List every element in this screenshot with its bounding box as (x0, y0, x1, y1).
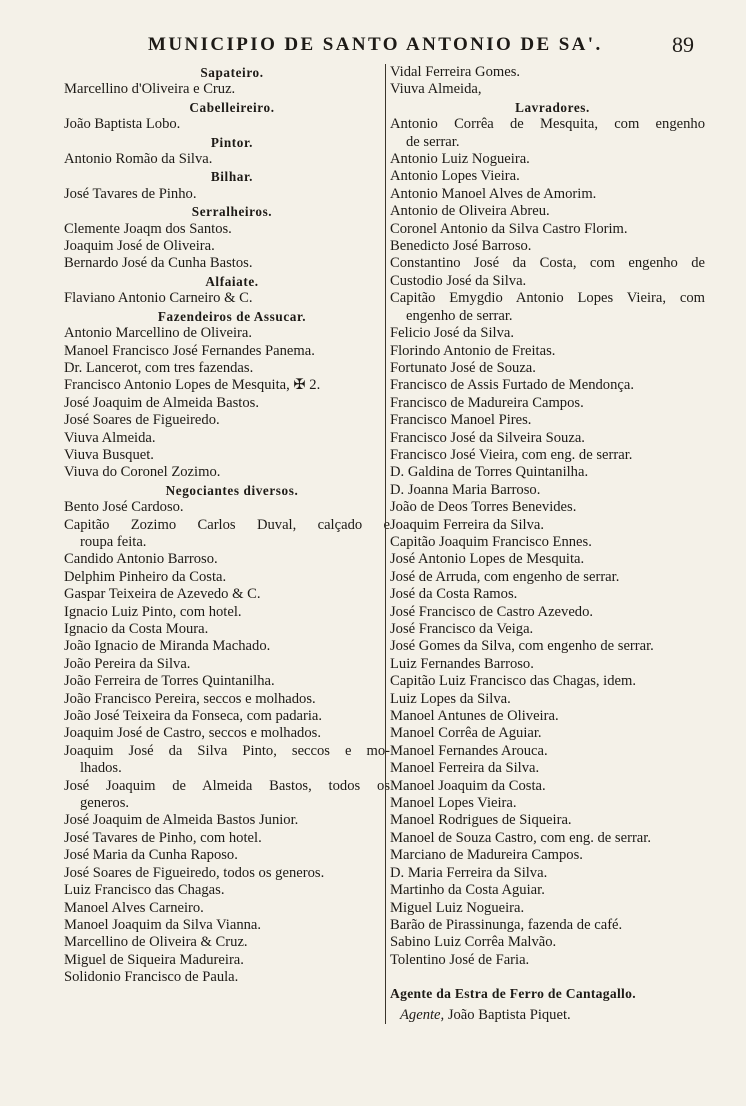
entry-line: Florindo Antonio de Freitas. (390, 342, 556, 359)
entry-line: João Pereira da Silva. (64, 655, 191, 672)
entry-line: Marcellino d'Oliveira e Cruz. (64, 81, 236, 98)
entry-line: Francisco de Assis Furtado de Mendonça. (390, 377, 634, 394)
entry-line: Manoel Joaquim da Silva Vianna. (64, 916, 262, 933)
entry-line: Luiz Fernandes Barroso. (390, 655, 534, 672)
entry-line: Coronel Antonio da Silva Castro Florim. (390, 220, 628, 237)
entry-line: Luiz Francisco das Chagas. (64, 882, 225, 899)
entry-line: Capitão Zozimo Carlos Duval, calçado e (64, 516, 390, 533)
entry-continuation: roupa feita. (80, 533, 147, 550)
entry-line: Francisco Manoel Pires. (390, 412, 532, 429)
entry-line: Bento José Cardoso. (64, 499, 184, 516)
agent-entry (390, 1007, 705, 1024)
entry-line: João Ignacio de Miranda Machado. (64, 638, 271, 655)
entry-line: José Antonio Lopes de Mesquita. (390, 551, 585, 568)
entry-line: Miguel de Siqueira Madureira. (64, 951, 244, 968)
page-header (0, 34, 746, 64)
entry-line: Solidonio Francisco de Paula. (64, 969, 239, 986)
entry-line: Custodio José da Silva. (390, 272, 527, 289)
entry-line: José Francisco de Castro Azevedo. (390, 603, 594, 620)
entry-line: Manoel Alves Carneiro. (64, 899, 204, 916)
entry-line: José Joaquim de Almeida Bastos. (64, 394, 259, 411)
page-number: 89 (672, 32, 694, 57)
entry-line: José Soares de Figueiredo, todos os generos. (64, 864, 325, 881)
page-title: MUNICIPIO DE SANTO ANTONIO DE SA'. (148, 34, 603, 55)
entry-line: Manoel Francisco José Fernandes Panema. (64, 342, 315, 359)
entry-line: Francisco José da Silveira Souza. (390, 429, 585, 446)
entry-line: Ignacio Luiz Pinto, com hotel. (64, 603, 242, 620)
entry-line: Manoel Ferreira da Silva. (390, 760, 540, 777)
entry-line: Antonio Lopes Vieira. (390, 168, 520, 185)
entry-line: Antonio de Oliveira Abreu. (390, 203, 550, 220)
section-heading: Serralheiros. (191, 204, 273, 220)
entry-line: José Tavares de Pinho, com hotel. (64, 829, 262, 846)
left-column (64, 64, 390, 987)
section-heading: Bilhar. (210, 169, 254, 185)
section-heading: Alfaiate. (205, 273, 259, 289)
entry-line: Capitão Luiz Francisco das Chagas, idem. (390, 673, 637, 690)
entry-line: D. Joanna Maria Barroso. (390, 481, 541, 498)
entry-line: Manoel de Souza Castro, com eng. de serrar. (390, 829, 651, 846)
entry-line: José Tavares de Pinho. (64, 185, 197, 202)
entry-line: Delphim Pinheiro da Costa. (64, 568, 227, 585)
entry-line: Felicio José da Silva. (390, 325, 515, 342)
entry-line: Manoel Rodrigues de Siqueira. (390, 812, 572, 829)
entry-line: José da Costa Ramos. (390, 586, 518, 603)
entry-line: José Francisco da Veiga. (390, 621, 534, 637)
agent-label: Agente, (400, 1006, 445, 1023)
entry-line: Manoel Antunes de Oliveira. (390, 708, 559, 725)
entry-line: Ignacio da Costa Moura. (64, 621, 209, 637)
entry-line: Marcellino de Oliveira & Cruz. (64, 934, 248, 951)
entry-continuation: generos. (80, 795, 130, 812)
section-heading: Sapateiro. (200, 65, 264, 80)
entry-line: Capitão Joaquim Francisco Ennes. (390, 533, 592, 550)
entry-line: D. Galdina de Torres Quintanilha. (390, 464, 589, 481)
entry-line: Francisco Antonio Lopes de Mesquita, ✠ 2. (64, 377, 321, 394)
entry-line: Antonio Corrêa de Mesquita, com engenho (390, 116, 705, 133)
entry-line: Bernardo José da Cunha Bastos. (64, 255, 253, 272)
entry-line: Constantino José da Costa, com engenho de (390, 255, 705, 272)
entry-line: Joaquim José de Oliveira. (64, 238, 215, 255)
entry-line: José Gomes da Silva, com engenho de serrar. (390, 638, 654, 655)
entry-line: Martinho da Costa Aguiar. (390, 882, 545, 899)
entry-line: Viuva Almeida, (390, 81, 482, 98)
entry-line: Viuva Busquet. (64, 446, 154, 463)
entry-line: Joaquim Ferreira da Silva. (390, 516, 545, 533)
entry-line: Candido Antonio Barroso. (64, 551, 218, 568)
agent-name: João Baptista Piquet. (447, 1006, 571, 1023)
entry-line: Tolentino José de Faria. (390, 951, 530, 968)
entry-line: Capitão Emygdio Antonio Lopes Vieira, com (390, 290, 705, 307)
entry-line: Antonio Romão da Silva. (64, 151, 213, 168)
entry-line: Francisco de Madureira Campos. (390, 394, 584, 411)
entry-line: José Joaquim de Almeida Bastos, todos os (64, 777, 390, 794)
entry-line: Manoel Joaquim da Costa. (390, 777, 546, 794)
entry-line: João José Teixeira da Fonseca, com padaria. (64, 708, 323, 725)
entry-line: Vidal Ferreira Gomes. (390, 64, 521, 80)
entry-line: Luiz Lopes da Silva. (390, 690, 511, 707)
entry-line: José de Arruda, com engenho de serrar. (390, 568, 620, 585)
entry-line: João de Deos Torres Benevides. (390, 499, 577, 516)
entry-line: Barão de Pirassinunga, fazenda de café. (390, 916, 623, 933)
agent-heading: Agente da Estra de Ferro de Cantagallo. (390, 986, 636, 1002)
section-heading: Fazendeiros de Assucar. (157, 308, 307, 324)
entry-line: Gaspar Teixeira de Azevedo & C. (64, 586, 261, 603)
entry-line: Antonio Luiz Nogueira. (390, 151, 530, 168)
entry-continuation: lhados. (80, 760, 122, 777)
entry-line: Manoel Lopes Vieira. (390, 795, 517, 812)
entry-line: José Soares de Figueiredo. (64, 412, 220, 429)
entry-line: Viuva Almeida. (64, 429, 156, 446)
entry-line: Marciano de Madureira Campos. (390, 847, 583, 864)
entry-line: João Francisco Pereira, seccos e molhados. (64, 690, 316, 707)
entry-line: Manoel Fernandes Arouca. (390, 742, 548, 759)
entry-line: Fortunato José de Souza. (390, 359, 536, 376)
entry-line: Viuva do Coronel Zozimo. (64, 464, 221, 481)
entry-line: Antonio Manoel Alves de Amorim. (390, 185, 597, 202)
section-heading: Lavradores. (515, 99, 590, 115)
entry-line: Flaviano Antonio Carneiro & C. (64, 290, 253, 307)
entry-line: João Ferreira de Torres Quintanilha. (64, 673, 275, 690)
entry-line: Dr. Lancerot, com tres fazendas. (64, 359, 254, 376)
entry-line: Antonio Marcellino de Oliveira. (64, 325, 253, 342)
right-column (385, 64, 705, 1024)
entry-line: Sabino Luiz Corrêa Malvão. (390, 934, 557, 951)
section-heading: Cabelleireiro. (189, 99, 275, 115)
entry-continuation: de serrar. (406, 133, 460, 150)
entry-line: Francisco José Vieira, com eng. de serrar. (390, 446, 633, 463)
entry-line: Joaquim José de Castro, seccos e molhados. (64, 725, 321, 742)
entry-line: José Joaquim de Almeida Bastos Junior. (64, 812, 299, 829)
entry-line: José Maria da Cunha Raposo. (64, 847, 238, 864)
spacer (390, 969, 705, 979)
section-heading: Pintor. (210, 134, 254, 150)
entry-line: Joaquim José da Silva Pinto, seccos e mo- (64, 742, 390, 759)
entry-line: Clemente Joaqm dos Santos. (64, 220, 232, 237)
entry-continuation: engenho de serrar. (406, 307, 513, 324)
section-heading: Negociantes diversos. (165, 482, 299, 498)
entry-line: Manoel Corrêa de Aguiar. (390, 725, 542, 742)
entry-line: João Baptista Lobo. (64, 116, 181, 133)
entry-line: Miguel Luiz Nogueira. (390, 899, 525, 916)
entry-line: D. Maria Ferreira da Silva. (390, 864, 548, 881)
entry-line: Benedicto José Barroso. (390, 238, 532, 255)
